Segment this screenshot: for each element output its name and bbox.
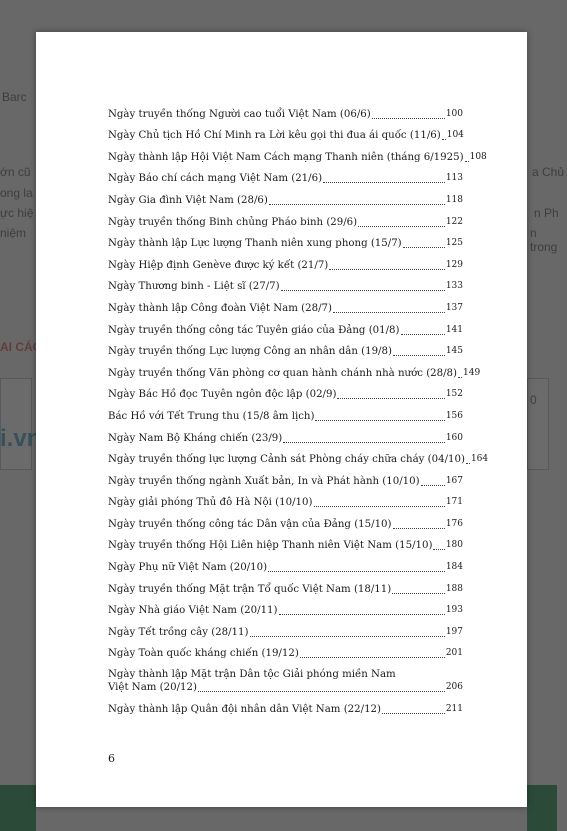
toc-entry-page: 184 xyxy=(445,562,463,573)
toc-entry-title: Ngày truyền thống Binh chủng Pháo binh (29/6) xyxy=(108,216,358,228)
toc-entry xyxy=(108,531,463,553)
dot-leader xyxy=(458,377,462,378)
toc-entry xyxy=(108,694,463,716)
toc-entry xyxy=(108,660,463,694)
toc-entry-title: Ngày Chủ tịch Hồ Chí Minh ra Lời kêu gọi thi đua ái quốc (11/6) xyxy=(108,130,441,142)
toc-entry-title: Ngày Báo chí cách mạng Việt Nam (21/6) xyxy=(108,173,323,185)
toc-entry xyxy=(108,142,487,164)
toc-entry-title: Ngày truyền thống Lực lượng Công an nhân dân (19/8) xyxy=(108,346,392,358)
toc-entry-title: Ngày Gia đình Việt Nam (28/6) xyxy=(108,194,268,206)
document-page xyxy=(36,32,527,807)
toc-entry xyxy=(108,401,463,423)
toc-entry-title: Ngày Tết trồng cây (28/11) xyxy=(108,626,249,638)
toc-entry xyxy=(108,445,489,467)
toc-entry-page: 211 xyxy=(445,704,463,715)
toc-entry-title: Ngày truyền thống Hội Liên hiệp Thanh niên Việt Nam (15/10) xyxy=(108,540,433,552)
toc-entry xyxy=(108,99,463,121)
toc-entry-title: Ngày Bác Hồ đọc Tuyên ngôn độc lập (02/9) xyxy=(108,389,337,401)
toc-entry xyxy=(108,617,463,639)
dot-leader xyxy=(323,182,445,183)
toc-entry-page: 149 xyxy=(463,367,481,378)
toc-entry xyxy=(108,423,463,445)
toc-entry-title: Ngày truyền thống ngành Xuất bản, In và Phát hành (10/10) xyxy=(108,475,420,487)
toc-entry xyxy=(108,293,463,315)
toc-entry-page: 164 xyxy=(470,454,489,465)
toc-entry xyxy=(108,207,463,229)
toc-entry-title: Ngày truyền thống công tác Tuyên giáo của Đảng (01/8) xyxy=(108,324,400,336)
dot-leader xyxy=(283,442,445,443)
dot-leader xyxy=(268,571,445,572)
toc-entry xyxy=(108,358,481,380)
dot-leader xyxy=(358,226,445,227)
dot-leader xyxy=(300,657,445,658)
toc-entry xyxy=(108,272,463,294)
toc-entry-title: Ngày Nhà giáo Việt Nam (20/11) xyxy=(108,605,278,617)
toc-entry-title: Ngày Hiệp định Genève được ký kết (21/7) xyxy=(108,259,329,271)
dot-leader xyxy=(281,290,445,291)
toc-entry-page: 160 xyxy=(445,432,463,443)
toc-entry xyxy=(108,552,463,574)
dot-leader xyxy=(433,549,444,550)
toc-entry xyxy=(108,596,463,618)
dot-leader xyxy=(279,614,445,615)
toc-entry-page: 100 xyxy=(445,108,463,119)
dot-leader xyxy=(314,506,445,507)
dot-leader xyxy=(392,593,445,594)
toc-entry-page: 141 xyxy=(445,324,463,335)
toc-entry-page: 201 xyxy=(445,648,463,659)
toc-entry-page: 152 xyxy=(445,389,463,400)
toc-entry-page: 167 xyxy=(445,475,463,486)
toc-entry-title: Ngày thành lập Lực lượng Thanh niên xung phong (15/7) xyxy=(108,238,402,250)
toc-entry-title: Ngày truyền thống lực lượng Cảnh sát Phòng cháy chữa cháy (04/10) xyxy=(108,454,465,466)
toc-entry-title: Ngày truyền thống Văn phòng cơ quan hành chánh nhà nước (28/8) xyxy=(108,367,458,379)
dot-leader xyxy=(393,355,445,356)
dot-leader xyxy=(372,118,445,119)
toc-entry-page: 113 xyxy=(445,173,463,184)
toc-entry-page: 125 xyxy=(445,238,463,249)
dot-leader xyxy=(401,334,445,335)
toc-entry-page: 197 xyxy=(445,626,463,637)
dot-leader xyxy=(329,269,445,270)
toc-entry-title: Ngày Toàn quốc kháng chiến (19/12) xyxy=(108,648,299,660)
toc-entry xyxy=(108,121,463,143)
dot-leader xyxy=(465,161,469,162)
toc-entry-page: 176 xyxy=(445,518,463,529)
toc-entry-page: 193 xyxy=(445,605,463,616)
toc-entry-page: 171 xyxy=(445,497,463,508)
dot-leader xyxy=(250,636,445,637)
toc-entry-title: Ngày thành lập Công đoàn Việt Nam (28/7) xyxy=(108,302,332,314)
dot-leader xyxy=(337,398,444,399)
toc-entry xyxy=(108,380,463,402)
toc-entry-title-continued: Việt Nam (20/12) xyxy=(108,682,197,694)
dot-leader xyxy=(269,204,445,205)
toc-entry-page: 133 xyxy=(445,281,463,292)
toc-entry-title: Ngày truyền thống Mặt trận Tổ quốc Việt Nam (18/11) xyxy=(108,583,392,595)
dot-leader xyxy=(403,247,445,248)
toc-entry-title: Ngày thành lập Mặt trận Dân tộc Giải phóng miền Nam xyxy=(108,669,396,681)
toc-entry xyxy=(108,164,463,186)
dot-leader xyxy=(466,463,470,464)
dot-leader xyxy=(333,312,445,313)
toc-entry-title: Ngày Phụ nữ Việt Nam (20/10) xyxy=(108,562,268,574)
toc-entry-title: Ngày thành lập Quân đội nhân dân Việt Nam (22/12) xyxy=(108,704,382,716)
toc-entry xyxy=(108,185,463,207)
toc-entry-title: Ngày giải phóng Thủ đô Hà Nội (10/10) xyxy=(108,497,313,509)
toc-entry xyxy=(108,250,463,272)
toc-entry xyxy=(108,639,463,661)
dot-leader xyxy=(382,713,445,714)
toc-entry-title: Ngày truyền thống Người cao tuổi Việt Nam (06/6) xyxy=(108,108,371,120)
toc-entry-page: 206 xyxy=(445,682,463,693)
toc-entry-page: 137 xyxy=(445,302,463,313)
dot-leader xyxy=(198,691,445,692)
toc-entry-page: 108 xyxy=(469,151,487,162)
toc-entry-page: 180 xyxy=(445,540,463,551)
toc-entry-title: Ngày truyền thống công tác Dân vận của Đảng (15/10) xyxy=(108,518,392,530)
toc-entry-page: 145 xyxy=(445,346,463,357)
dot-leader xyxy=(442,139,446,140)
toc-entry xyxy=(108,509,463,531)
toc-entry-page: 118 xyxy=(445,194,463,205)
dot-leader xyxy=(315,420,444,421)
toc-entry xyxy=(108,315,463,337)
toc-entry-title: Ngày Nam Bộ Kháng chiến (23/9) xyxy=(108,432,283,444)
dot-leader xyxy=(393,528,445,529)
toc-entry-page: 104 xyxy=(446,130,464,141)
toc-entry-page: 122 xyxy=(445,216,463,227)
toc-entry-page: 129 xyxy=(445,259,463,270)
toc-entry-page: 188 xyxy=(445,583,463,594)
toc-entry-title: Bác Hồ với Tết Trung thu (15/8 âm lịch) xyxy=(108,410,315,422)
toc-entry xyxy=(108,466,463,488)
toc-entry xyxy=(108,229,463,251)
dot-leader xyxy=(421,485,445,486)
toc-entry-page: 156 xyxy=(445,410,463,421)
toc-entry xyxy=(108,574,463,596)
toc-entry-title: Ngày Thương binh - Liệt sĩ (27/7) xyxy=(108,281,280,293)
toc-entry-line2 xyxy=(108,681,463,694)
toc-entry-title: Ngày thành lập Hội Việt Nam Cách mạng Thanh niên (tháng 6/1925) xyxy=(108,151,464,163)
table-of-contents xyxy=(108,99,489,716)
toc-entry xyxy=(108,337,463,359)
page-number: 6 xyxy=(108,752,115,765)
toc-entry xyxy=(108,488,463,510)
